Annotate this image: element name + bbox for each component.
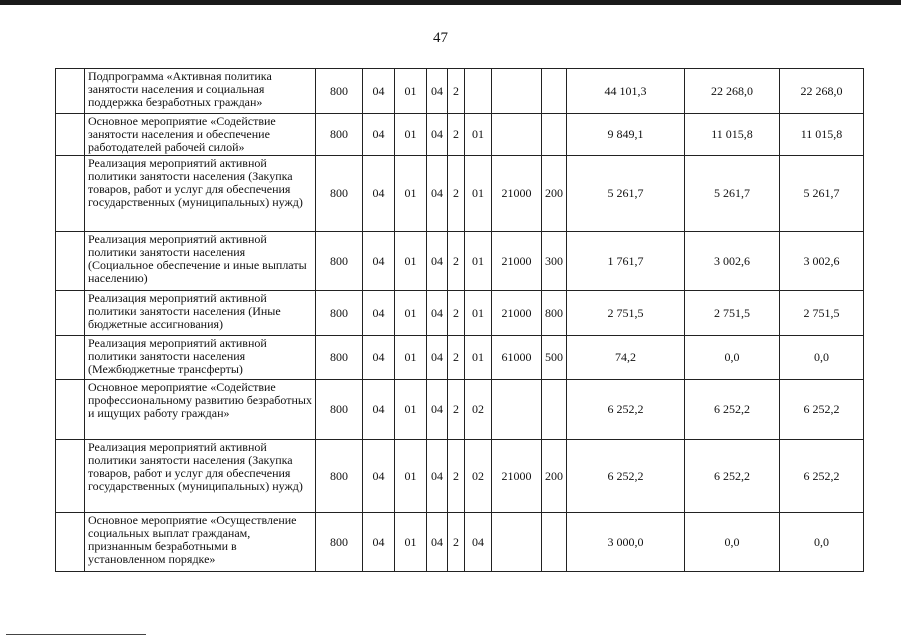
cell-rz: 04 xyxy=(363,114,395,156)
cell-name: Подпрограмма «Активная политика занятости населения и социальная поддержка безработных граждан» xyxy=(85,69,316,114)
cell-vr: 200 xyxy=(542,156,567,232)
cell-sum-2: 5 261,7 xyxy=(685,156,780,232)
cell-program: 04 xyxy=(427,380,448,440)
cell-sum-2: 0,0 xyxy=(685,513,780,572)
footnote-separator xyxy=(6,634,146,635)
table-row xyxy=(56,114,864,156)
cell-subprogram: 2 xyxy=(448,513,465,572)
cell-sum-1: 9 849,1 xyxy=(567,114,685,156)
cell-pr: 01 xyxy=(395,69,427,114)
cell-blank xyxy=(56,114,85,156)
cell-program: 04 xyxy=(427,69,448,114)
cell-sum-1: 6 252,2 xyxy=(567,380,685,440)
cell-sum-3: 11 015,8 xyxy=(780,114,864,156)
cell-grbs: 800 xyxy=(316,114,363,156)
cell-rz: 04 xyxy=(363,440,395,513)
cell-vr xyxy=(542,513,567,572)
cell-pr: 01 xyxy=(395,114,427,156)
cell-pr: 01 xyxy=(395,232,427,291)
cell-rz: 04 xyxy=(363,380,395,440)
cell-rz: 04 xyxy=(363,336,395,380)
cell-pr: 01 xyxy=(395,440,427,513)
cell-sum-2: 11 015,8 xyxy=(685,114,780,156)
cell-name: Реализация мероприятий активной политики занятости населения (Межбюджетные трансферты) xyxy=(85,336,316,380)
cell-blank xyxy=(56,291,85,336)
cell-direction: 21000 xyxy=(492,440,542,513)
cell-sum-3: 0,0 xyxy=(780,513,864,572)
cell-blank xyxy=(56,336,85,380)
cell-sum-1: 3 000,0 xyxy=(567,513,685,572)
cell-grbs: 800 xyxy=(316,291,363,336)
cell-subprogram: 2 xyxy=(448,291,465,336)
cell-sum-3: 5 261,7 xyxy=(780,156,864,232)
cell-measure: 04 xyxy=(465,513,492,572)
cell-measure: 02 xyxy=(465,380,492,440)
cell-sum-2: 6 252,2 xyxy=(685,380,780,440)
cell-name: Реализация мероприятий активной политики занятости населения (Закупка товаров, работ и услуг для обеспечения государственных (муниципальных) нужд) xyxy=(85,156,316,232)
cell-direction: 61000 xyxy=(492,336,542,380)
cell-sum-3: 6 252,2 xyxy=(780,380,864,440)
cell-measure: 02 xyxy=(465,440,492,513)
cell-name: Реализация мероприятий активной политики занятости населения (Социальное обеспечение и иные выплаты населению) xyxy=(85,232,316,291)
cell-subprogram: 2 xyxy=(448,156,465,232)
cell-blank xyxy=(56,380,85,440)
table-row xyxy=(56,513,864,572)
top-border-bar xyxy=(0,0,901,5)
cell-name: Реализация мероприятий активной политики занятости населения (Иные бюджетные ассигнования) xyxy=(85,291,316,336)
cell-program: 04 xyxy=(427,156,448,232)
cell-pr: 01 xyxy=(395,513,427,572)
cell-subprogram: 2 xyxy=(448,336,465,380)
table-row xyxy=(56,232,864,291)
cell-program: 04 xyxy=(427,114,448,156)
cell-blank xyxy=(56,156,85,232)
cell-vr xyxy=(542,114,567,156)
table-row xyxy=(56,69,864,114)
cell-subprogram: 2 xyxy=(448,440,465,513)
cell-sum-1: 1 761,7 xyxy=(567,232,685,291)
cell-sum-1: 2 751,5 xyxy=(567,291,685,336)
cell-program: 04 xyxy=(427,336,448,380)
cell-program: 04 xyxy=(427,291,448,336)
cell-measure: 01 xyxy=(465,291,492,336)
table-row xyxy=(56,336,864,380)
cell-sum-3: 6 252,2 xyxy=(780,440,864,513)
cell-sum-2: 0,0 xyxy=(685,336,780,380)
cell-direction xyxy=(492,114,542,156)
cell-measure: 01 xyxy=(465,232,492,291)
cell-vr: 800 xyxy=(542,291,567,336)
cell-blank xyxy=(56,232,85,291)
cell-rz: 04 xyxy=(363,69,395,114)
cell-sum-1: 6 252,2 xyxy=(567,440,685,513)
cell-direction: 21000 xyxy=(492,156,542,232)
cell-vr xyxy=(542,69,567,114)
table-row xyxy=(56,380,864,440)
cell-grbs: 800 xyxy=(316,69,363,114)
cell-grbs: 800 xyxy=(316,440,363,513)
cell-vr xyxy=(542,380,567,440)
cell-rz: 04 xyxy=(363,232,395,291)
cell-sum-2: 3 002,6 xyxy=(685,232,780,291)
cell-grbs: 800 xyxy=(316,336,363,380)
cell-pr: 01 xyxy=(395,380,427,440)
cell-vr: 500 xyxy=(542,336,567,380)
page-number: 47 xyxy=(433,30,448,46)
cell-sum-3: 3 002,6 xyxy=(780,232,864,291)
cell-sum-1: 44 101,3 xyxy=(567,69,685,114)
cell-subprogram: 2 xyxy=(448,380,465,440)
cell-rz: 04 xyxy=(363,291,395,336)
cell-subprogram: 2 xyxy=(448,232,465,291)
table-body xyxy=(56,69,864,572)
table-row xyxy=(56,156,864,232)
cell-name: Основное мероприятие «Осуществление социальных выплат гражданам, признанным безработными в установленном порядке» xyxy=(85,513,316,572)
cell-pr: 01 xyxy=(395,291,427,336)
cell-rz: 04 xyxy=(363,513,395,572)
cell-name: Основное мероприятие «Содействие занятости населения и обеспечение работодателей рабочей силой» xyxy=(85,114,316,156)
cell-measure xyxy=(465,69,492,114)
cell-sum-2: 6 252,2 xyxy=(685,440,780,513)
cell-direction xyxy=(492,380,542,440)
cell-grbs: 800 xyxy=(316,156,363,232)
cell-pr: 01 xyxy=(395,156,427,232)
cell-measure: 01 xyxy=(465,156,492,232)
cell-blank xyxy=(56,513,85,572)
cell-measure: 01 xyxy=(465,336,492,380)
cell-direction: 21000 xyxy=(492,232,542,291)
cell-program: 04 xyxy=(427,440,448,513)
cell-direction xyxy=(492,513,542,572)
cell-name: Основное мероприятие «Содействие профессиональному развитию безработных и ищущих работу граждан» xyxy=(85,380,316,440)
cell-vr: 300 xyxy=(542,232,567,291)
cell-direction xyxy=(492,69,542,114)
cell-pr: 01 xyxy=(395,336,427,380)
cell-sum-3: 2 751,5 xyxy=(780,291,864,336)
cell-program: 04 xyxy=(427,513,448,572)
cell-rz: 04 xyxy=(363,156,395,232)
cell-grbs: 800 xyxy=(316,513,363,572)
budget-table xyxy=(55,68,864,572)
cell-sum-2: 22 268,0 xyxy=(685,69,780,114)
cell-blank xyxy=(56,69,85,114)
cell-measure: 01 xyxy=(465,114,492,156)
table-row xyxy=(56,440,864,513)
cell-subprogram: 2 xyxy=(448,69,465,114)
cell-blank xyxy=(56,440,85,513)
cell-sum-1: 74,2 xyxy=(567,336,685,380)
cell-sum-3: 0,0 xyxy=(780,336,864,380)
cell-vr: 200 xyxy=(542,440,567,513)
cell-grbs: 800 xyxy=(316,380,363,440)
cell-sum-2: 2 751,5 xyxy=(685,291,780,336)
cell-sum-1: 5 261,7 xyxy=(567,156,685,232)
cell-grbs: 800 xyxy=(316,232,363,291)
cell-name: Реализация мероприятий активной политики занятости населения (Закупка товаров, работ и услуг для обеспечения государственных (муниципальных) нужд) xyxy=(85,440,316,513)
cell-direction: 21000 xyxy=(492,291,542,336)
cell-program: 04 xyxy=(427,232,448,291)
table-row xyxy=(56,291,864,336)
cell-subprogram: 2 xyxy=(448,114,465,156)
cell-sum-3: 22 268,0 xyxy=(780,69,864,114)
